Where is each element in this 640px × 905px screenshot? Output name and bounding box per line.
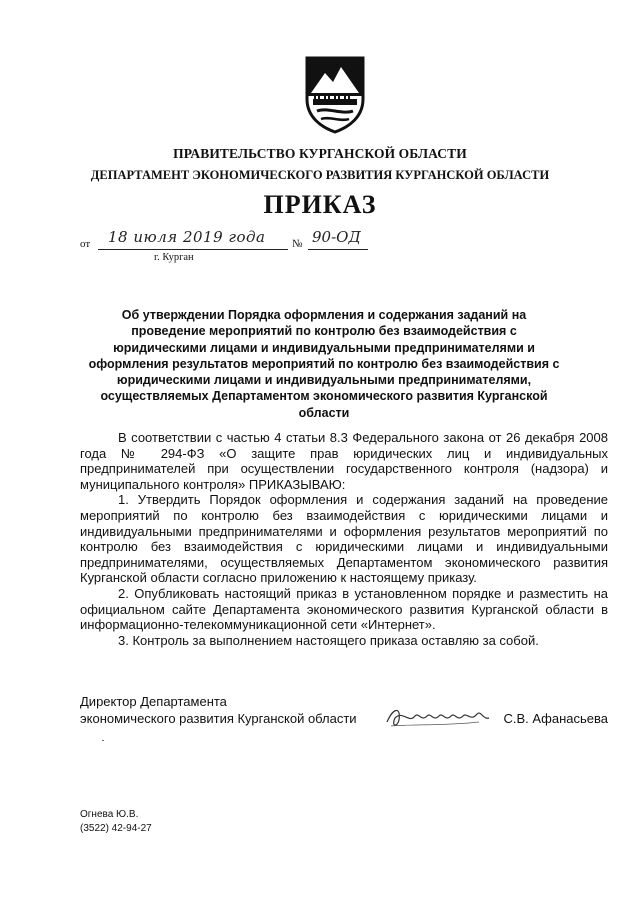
signatory-name: С.В. Афанасьева — [503, 711, 608, 726]
executor-phone: (3522) 42-94-27 — [80, 823, 152, 834]
handwritten-signature — [383, 700, 493, 734]
city: г. Курган — [154, 252, 194, 263]
dateline — [80, 228, 380, 272]
department-name: ДЕПАРТАМЕНТ ЭКОНОМИЧЕСКОГО РАЗВИТИЯ КУРГАНСКОЙ ОБЛАСТИ — [90, 168, 550, 182]
handwritten-date: 18 июля 2019 года — [108, 228, 266, 246]
preamble-paragraph: В соответствии с частью 4 статьи 8.3 Федерального закона от 26 декабря 2008 года № 294-ФЗ «О защите прав юридических лиц и индивидуальных предпринимателей при осуществлении государственного контроля (надзора) и муниципального контроля» ПРИКАЗЫВАЮ: — [80, 430, 608, 492]
number-label: № — [292, 238, 303, 250]
date-underline — [98, 249, 288, 250]
document-type: ПРИКАЗ — [263, 190, 377, 219]
kurgan-coat-of-arms-icon — [303, 55, 367, 135]
number-underline — [308, 249, 368, 250]
order-title: Об утверждении Порядка оформления и содержания заданий на проведение мероприятий по контролю без взаимодействия с юридическими лицами и индивидуальными предпринимателями и оформления результатов мероприятий по контролю без взаимодействия с юридическими лицами и индивидуальными предпринимателями, осуществляемых Департаментом экономического развития Курганской области — [88, 308, 560, 420]
handwritten-number: 90-ОД — [312, 228, 361, 246]
item-3-paragraph: 3. Контроль за выполнением настоящего приказа оставляю за собой. — [118, 632, 539, 648]
order-body — [80, 430, 608, 648]
signature-block — [80, 693, 608, 730]
government-name: ПРАВИТЕЛЬСТВО КУРГАНСКОЙ ОБЛАСТИ — [173, 146, 467, 161]
signatory-title-line1: Директор Департамента — [80, 694, 227, 709]
item-1-paragraph: 1. Утвердить Порядок оформления и содержания заданий на проведение мероприятий по контролю без взаимодействия с юридическими лицами и индивидуальными предпринимателями и оформления результатов мероприятий по контролю без взаимодействия с юридическими лицами и индивидуальными предпринимателями, осуществляемых Департаментом экономического развития Курганской области согласно приложению к настоящему приказу. — [80, 492, 608, 586]
item-2-paragraph: 2. Опубликовать настоящий приказ в установленном порядке и разместить на официальном сайте Департамента экономического развития Курганской области в информационно-телекоммуникационной сети «Интернет». — [80, 585, 608, 633]
divider-mark — [102, 740, 104, 741]
signatory-title-line2: экономического развития Курганской области — [80, 711, 357, 726]
executor-name: Огнева Ю.В. — [80, 809, 139, 820]
date-from-label: от — [80, 238, 91, 250]
executor-info — [80, 808, 152, 836]
